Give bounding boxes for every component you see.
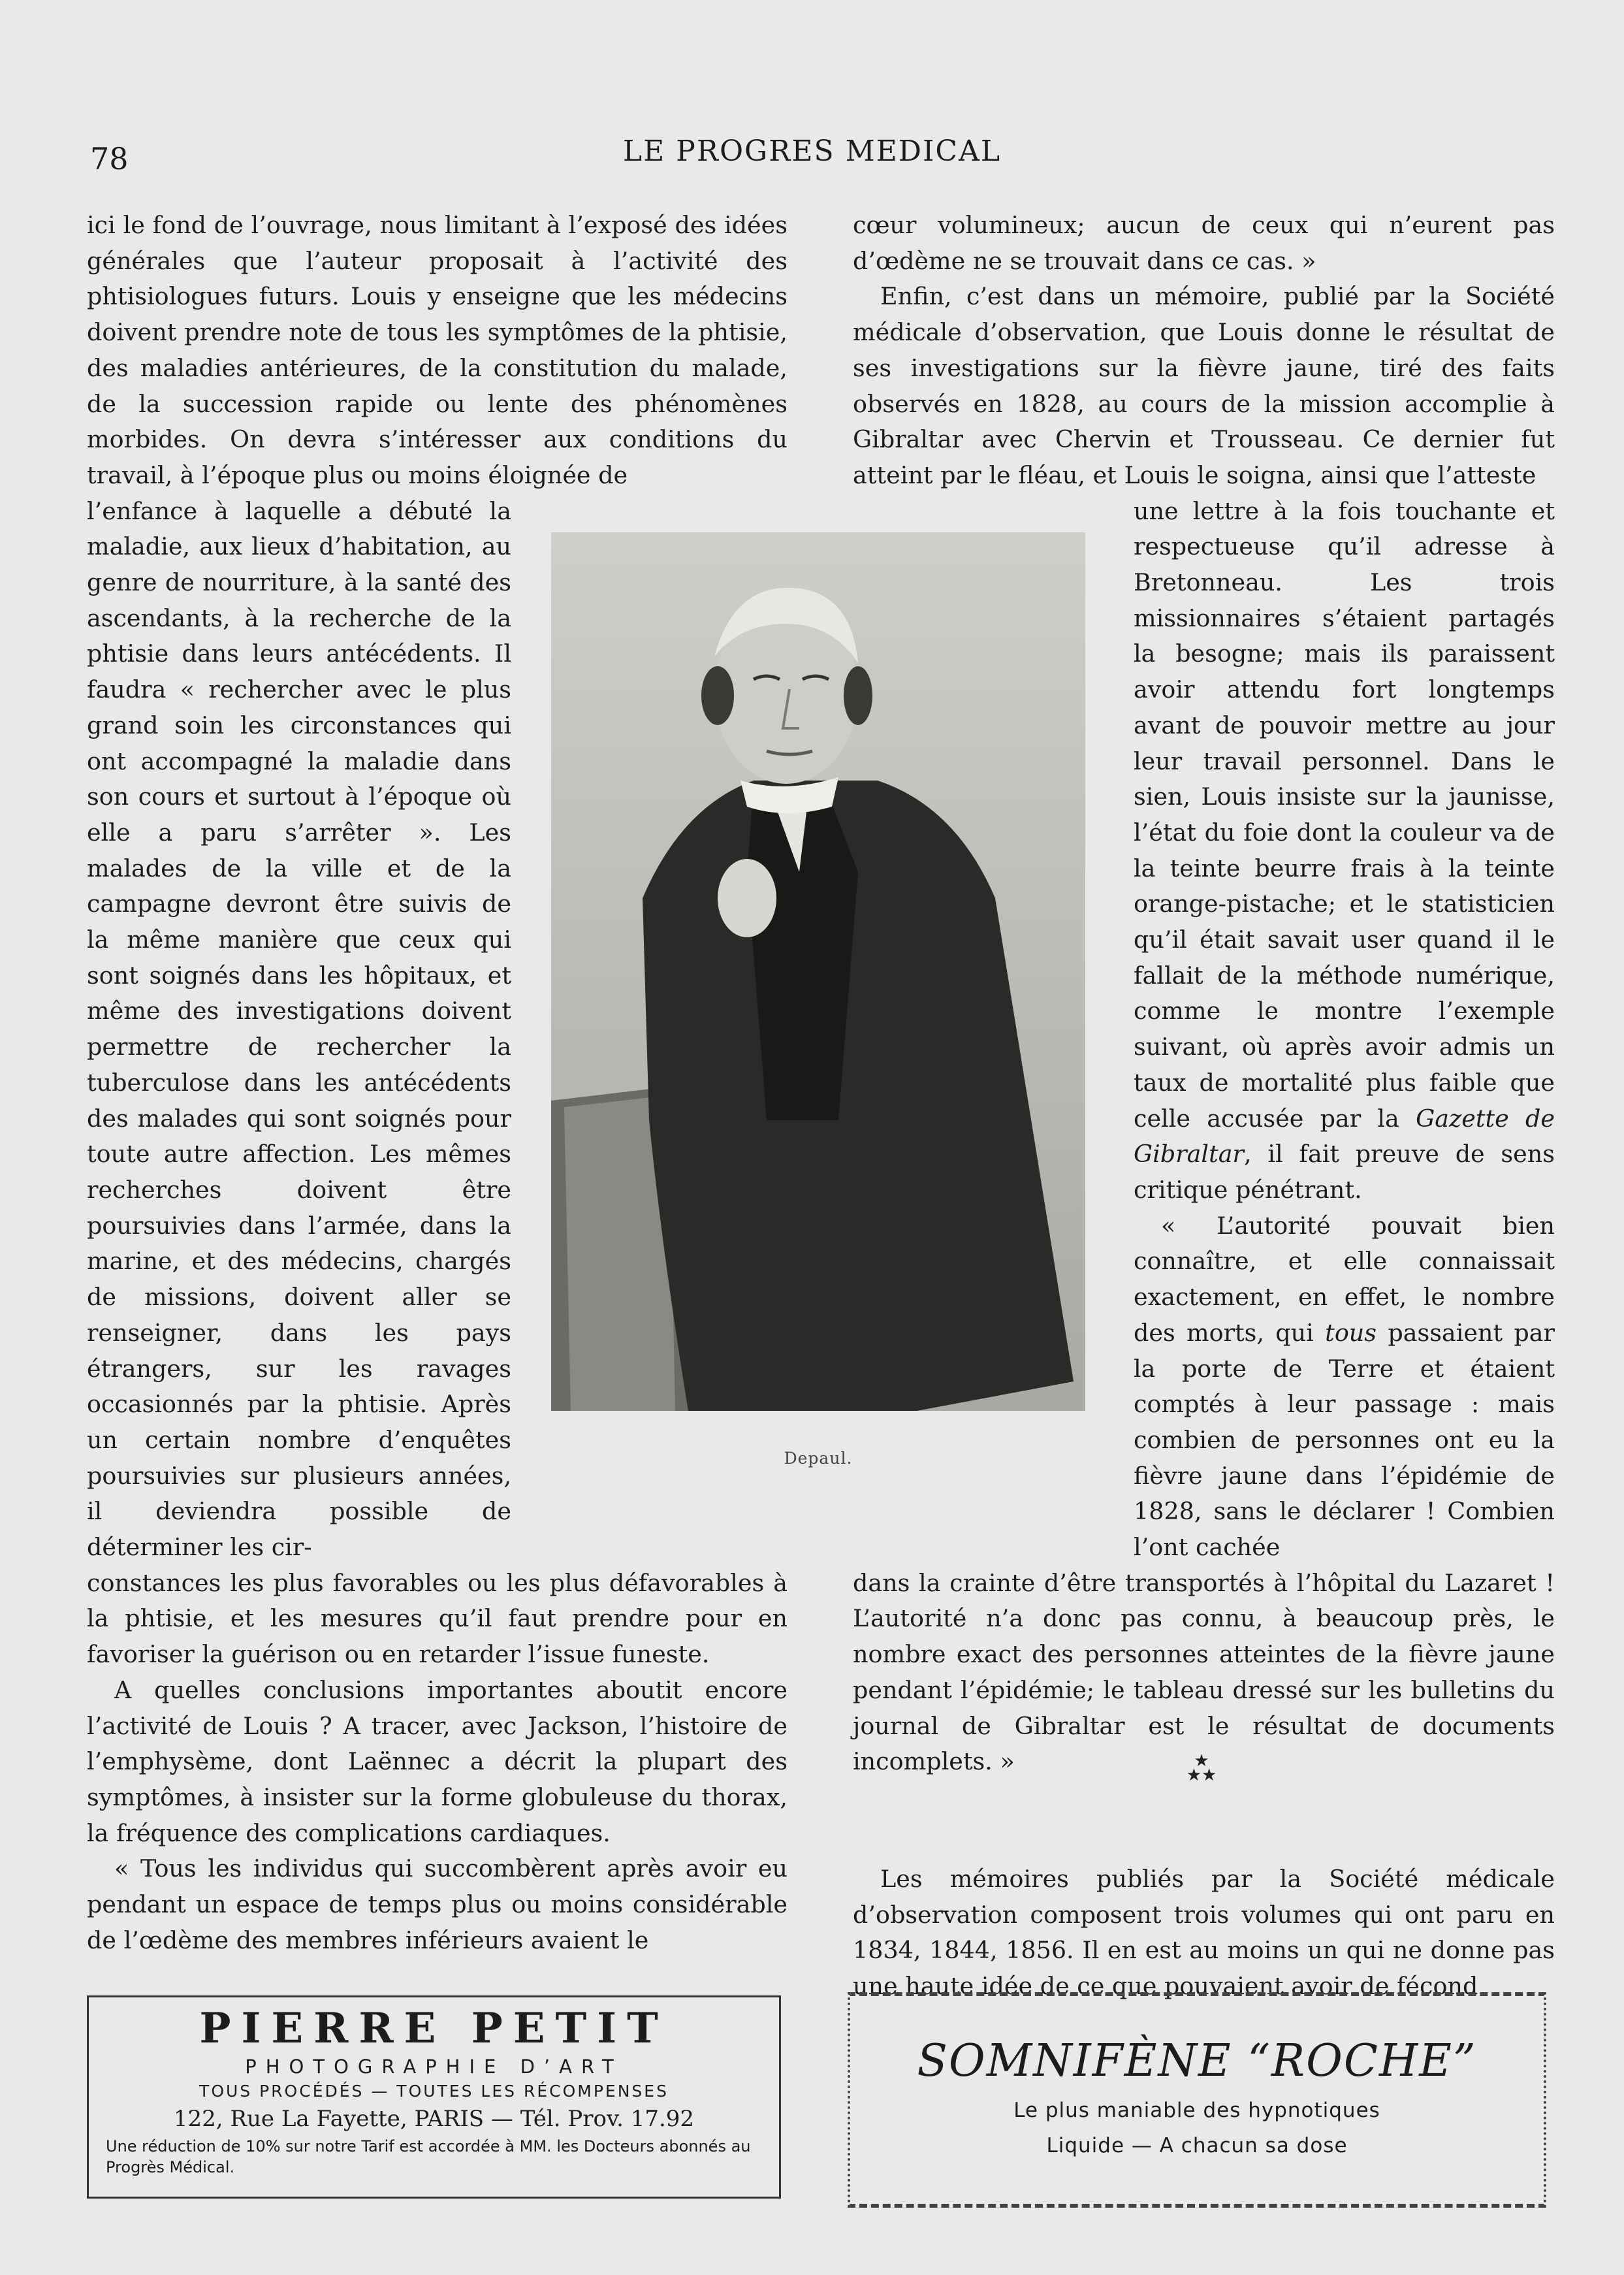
left-paragraph-1-wrap: l’enfance à laquelle a débuté la maladie, aux lieux d’habitation, au genre de nourriture, à la santé des ascendants, à la recherche de la phtisie dans leurs antécédents. Il faudra « rechercher avec le plus grand soin les circonstances qui ont accompagné la maladie dans son cours et surtout à l’époque où elle a paru s’arrêter ». Les malades de la ville et de la campagne devront être suivis de la même manière que ceux qui sont soignés dans les hôpitaux, et même des investigations doivent permettre de rechercher la tuberculose dans les antécédents des malades qui sont soignés pour toute autre affection. Les mêmes recherches doivent être poursuivies dans l’armée, dans la marine, et des médecins, chargés de missions, doivent aller se renseigner, dans les pays étrangers, sur les ravages occasionnés par la phtisie. Après un certain nombre d’enquêtes poursuivies sur plusieurs années, il deviendra possible de déterminer les cir- xyxy=(87,496,511,1562)
ad-petit-address: 122, Rue La Fayette, PARIS — Tél. Prov. 17.92 xyxy=(173,2106,695,2132)
running-title: LE PROGRES MEDICAL xyxy=(622,135,1002,168)
ad-petit-note: Une réduction de 10% sur notre Tarif est accordée à MM. les Docteurs abonnés au Progrès Médical. xyxy=(106,2137,751,2176)
left-paragraph-2: A quelles conclusions importantes aboutit encore l’activité de Louis ? A tracer, avec Jackson, l’histoire de l’emphysème, dont Laënnec a décrit la plupart des symptômes, à insister sur la forme globuleuse du thorax, la fréquence des complications cardiaques. xyxy=(87,1675,788,1847)
ad-roche-line1: Le plus maniable des hypnotiques xyxy=(1013,2099,1380,2122)
figure-caption: Depaul. xyxy=(784,1449,853,1468)
portrait-photo xyxy=(551,532,1085,1411)
portrait-illustration xyxy=(551,532,1085,1411)
italic-word: tous xyxy=(1325,1318,1377,1347)
section-break-space xyxy=(853,1780,1555,1862)
star-glyph: ★★ xyxy=(1186,1766,1217,1785)
star-glyph: ★ xyxy=(1194,1751,1209,1771)
right-paragraph-1: cœur volumineux; aucun de ceux qui n’eurent pas d’œdème ne se trouvait dans ce cas. » xyxy=(853,211,1555,275)
right-paragraph-3: dans la crainte d’être transportés à l’hôpital du Lazaret ! L’autorité n’a donc pas connu, à beaucoup près, le nombre exact des personnes atteintes de la fièvre jaune pendant l’épidémie; le tableau dressé sur les bulletins du journal de Gibraltar est le résultat de documents incomplets. » xyxy=(853,1568,1555,1776)
ad-pierre-petit xyxy=(87,1995,781,2199)
text-span: une lettre à la fois touchante et respectueuse qu’il adresse à Bretonneau. Les trois missionnaires s’étaient partagés la besogne; mais ils paraissent avoir attendu fort longtemps avant de pouvoir mettre au jour leur travail personnel. Dans le sien, Louis insiste sur la jaunisse, l’état du foie dont la couleur va de la teinte beurre frais à la teinte orange-pistache; et le statisticien qu’il était savait user quand il le fallait de la méthode numérique, comme le montre l’exemple suivant, où après avoir admis un taux de mortalité plus faible que celle accusée par la xyxy=(1134,496,1555,1133)
ad-somnifene-roche xyxy=(848,1992,1546,2208)
ad-petit-title: PIERRE PETIT xyxy=(199,2004,669,2053)
left-paragraph-1: ici le fond de l’ouvrage, nous limitant à l’exposé des idées générales que l’auteur proposait à l’activité des phtisiologues futurs. Louis y enseigne que les médecins doivent prendre note de tous les symptômes de la phtisie, des maladies antérieures, de la constitution du malade, de la succession rapide ou lente des phénomènes morbides. On devra s’intéresser aux conditions du travail, à l’époque plus ou moins éloignée de xyxy=(87,211,788,489)
text-span: passaient par la porte de Terre et étaient comptés à leur passage : mais combien de personnes ont eu la fièvre jaune dans l’épidémie de 1828, sans le déclarer ! Combien l’ont cachée xyxy=(1134,1318,1555,1562)
ad-roche-title: SOMNIFÈNE “ROCHE” xyxy=(917,2035,1477,2087)
text-span: « L’autorité pouvait bien connaître, et elle connaissait exactement, en effet, le nombre des morts, qui xyxy=(1134,1211,1555,1347)
right-paragraph-2-wrap xyxy=(1134,494,1555,1208)
left-paragraph-3: « Tous les individus qui succombèrent après avoir eu pendant un espace de temps plus ou moins considérable de l’œdème des membres inférieurs avaient le xyxy=(87,1854,788,1954)
page-number: 78 xyxy=(90,141,129,176)
section-break-stars xyxy=(1169,1751,1234,1785)
right-paragraph-3-wrap xyxy=(1134,1208,1555,1566)
italic-title: Gazette de Gibraltar xyxy=(1134,1104,1555,1169)
ad-petit-line2: TOUS PROCÉDÉS — TOUTES LES RÉCOMPENSES xyxy=(199,2082,669,2101)
text-span: , il fait preuve de sens critique pénétrant. xyxy=(1134,1140,1555,1204)
right-paragraph-2: Enfin, c’est dans un mémoire, publié par la Société médicale d’observation, que Louis donne le résultat de ses investigations sur la fièvre jaune, tiré des faits observés en 1828, au cours de la mission accomplie à Gibraltar avec Chervin et Trousseau. Ce dernier fut atteint par le fléau, et Louis le soigna, ainsi que l’atteste xyxy=(853,282,1555,489)
left-paragraph-1-end: constances les plus favorables ou les plus défavorables à la phtisie, et les mesures qu’il faut prendre pour en favoriser la guérison ou en retarder l’issue funeste. xyxy=(87,1568,788,1669)
ad-roche-line2: Liquide — A chacun sa dose xyxy=(1046,2134,1348,2157)
ad-petit-subtitle: PHOTOGRAPHIE D’ART xyxy=(245,2056,623,2078)
right-paragraph-4: Les mémoires publiés par la Société médicale d’observation composent trois volumes qui ont paru en 1834, 1844, 1856. Il en est au moins un qui ne donne pas une haute idée de ce que pouvaient avoir de fécond xyxy=(853,1864,1555,2001)
